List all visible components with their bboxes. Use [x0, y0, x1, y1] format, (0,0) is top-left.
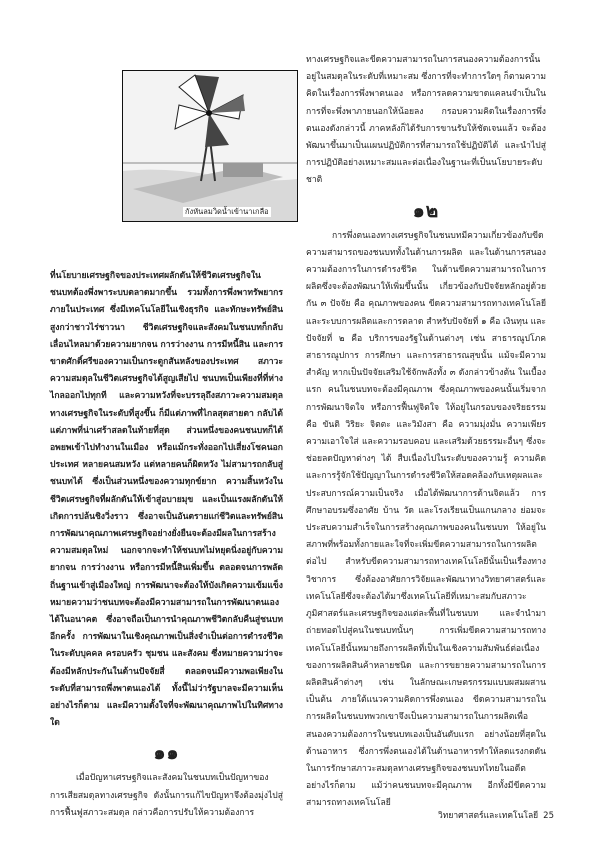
figure-caption: กังหันลมวิดน้ำเข้านาเกลือ	[185, 207, 269, 216]
page-number: 25	[543, 811, 554, 821]
windmill-photo-icon	[123, 71, 297, 221]
right-paragraph-1: ทางเศรษฐกิจและขีดความสามารถในการสนองความต้องการนั้นอยู่ในสมดุลในระดับที่เหมาะสม ซึ่งการที่จะทำการใดๆ ก็ตามความคิดในเรื่องการพึ่งพาตนเอง หรือการลดความขาดแคลนจำเป็นในการที่จะพึ่งพาภายนอกให้น้อยลง กรอบความคิดในเรื่องการพึ่งตนเองดังกล่าวนี้ ภาคหลังก็ได้รับการขานรับให้ชัดเจนแล้ว จะต้องพัฒนาขึ้นมาเป็นแผนปฏิบัติการที่สามารถใช้ปฏิบัติได้ และนำไปสู่การปฏิบัติอย่างเหมาะสมและต่อเนื่องในฐานะที่เป็นนโยบายระดับชาติ	[306, 55, 546, 186]
page-footer	[438, 808, 554, 822]
right-paragraph-2: การพึ่งตนเองทางเศรษฐกิจในชนบทมีความเกี่ยวข้องกับขีดความสามารถของชนบททั้งในด้านการผลิต และในด้านการสนองความต้องการในการดำรงชีวิต ในด้านขีดความสามารถในการผลิตซึ่งจะต้องพัฒนาให้เพิ่มขึ้นนั้น เกี่ยวข้องกับปัจจัยหลักอยู่ด้วยกัน ๓ ปัจจัย คือ คุณภาพของคน ขีดความสามารถทางเทคโนโลยี และระบบการผลิตและการตลาด สำหรับปัจจัยที่ ๑ คือ เงินทุน และปัจจัยที่ ๒ คือ บริการของรัฐในด้านต่างๆ เช่น สาธารณูปโภค สาธารณูปการ การศึกษา และการสาธารณสุขนั้น แม้จะมีความสำคัญ หากเป็นปัจจัยเสริมใช้จักพลังทั้ง ๓ ดังกล่าวข้างต้น ในเบื้องแรก คนในชนบทจะต้องมีคุณภาพ ซึ่งคุณภาพของคนนั้นเริ่มจากการพัฒนาจิตใจ หรือการฟื้นฟูจิตใจ ให้อยู่ในกรอบของจริยธรรม คือ ขันติ วิริยะ จิตตะ และวิมังสา คือ ความมุ่งมั่น ความเพียร ความเอาใจใส่ และความรอบคอบ และเสริมด้วยธรรมะอื่นๆ ซึ่งจะช่อยลดปัญหาต่างๆ ได้ สืบเนื่องไปในระดับของความรู้ ความคิดและการรู้จักใช้ปัญญาในการดำรงชีวิตให้สอดคล้องกับเหตุผลและประสบการณ์ความเป็นจริง เมื่อได้พัฒนาการด้านจิตแล้ว การศึกษาอบรมซึ่งอาศัย บ้าน วัด และโรงเรียนเป็นแกนกลาง ย่อมจะประสบความสำเร็จในการสร้างคุณภาพของคนในชนบท ให้อยู่ในสภาพที่พร้อมทั้งกายและใจที่จะเพิ่มขีดความสามารถในการผลิตต่อไป สำหรับขีดความสามารถทางเทคโนโลยีนั้นเป็นเรื่องทางวิชาการ ซึ่งต้องอาศัยการวิจัยและพัฒนาทางวิทยาศาสตร์และเทคโนโลยีซึ่งจะต้องได้มาซึ่งเทคโนโลยีที่เหมาะสมกับสภาวะภูมิศาสตร์และเศรษฐกิจของแต่ละพื้นที่ในชนบท และจำนำมาถ่ายทอดไปสู่คนในชนบทนั้นๆ การเพิ่มขีดความสามารถทางเทคโนโลยีนั้นหมายถึงการผลิตที่เป็นในเชิงความสัมพันธ์ต่อเนื่องของการผลิตสินค้าหลายชนิด และการขยายความสามารถในการผลิตสินค้าต่างๆ เช่น ในลักษณะเกษตรกรรมแบบผสมผสาน เป็นต้น ภายใต้แนวความคิดการพึ่งตนเอง ขีดความสามารถในการผลิตในชนบทพวกเขาจึงเป็นความสามารถในการผลิตเพื่อสนองความต้องการในชนบทเองเป็นอันดับแรก อย่างน้อยที่สุดในด้านอาหาร ซึ่งการพึ่งตนเองได้ในด้านอาหารทำให้ลดแรงกดดันในการรักษาสภาวะสมดุลทางเศรษฐกิจของชนบทไทยในอดีต อย่างไรก็ตาม แม้ว่าคนชนบทจะมีคุณภาพ อีกทั้งมีขีดความสามารถทางเทคโนโลยี	[306, 230, 546, 809]
right-column	[306, 52, 546, 813]
section-number-12: ๑๒	[412, 199, 440, 222]
windmill-figure	[122, 70, 298, 222]
left-column	[50, 268, 283, 822]
left-paragraph-2: เมื่อปัญหาเศรษฐกิจและสังคมในชนบทเป็นปัญหาของการเสียสมดุลทางเศรษฐกิจ ดังนั้นการแก้ไขปัญหาจึงต้องมุ่งไปสู่การฟื้นฟูสภาวะสมดุล กล่าวคือการปรับให้ความต้องการ	[50, 773, 283, 818]
left-paragraph-1: ที่นโยบายเศรษฐกิจของประเทศผลักดันให้ชีวิตเศรษฐกิจในชนบทต้องพึ่งพาระบบตลาดมากขึ้น รวมทั้งการพึ่งพาทรัพยากรภายในประเทศ ซึ่งมีเทคโนโลยีในเชิงธุรกิจ และทักษะทรัพย์สินสูงกว่าชาวไร่ชาวนา ชีวิตเศรษฐกิจและสังคมในชนบทก็กลับเลื่อนไหลมาด้วยความยากจน การว่างงาน การมีหนี้สิน และการขาดศักดิ์ศรีของความเป็นกระดูกสันหลังของประเทศ สภาวะความสมดุลในชีวิตเศรษฐกิจได้สูญเสียไป ชนบทเป็นเพียงที่ที่ห่างไกลออกไปทุกที และความหวังที่จะบรรลุถึงสภาวะความสมดุลทางเศรษฐกิจในระดับที่สูงขึ้น ก็มีแต่ภาพที่ไกลสุดสายตา กลับได้แต่ภาพที่น่าเศร้าสลดในท้ายที่สุด ส่วนหนึ่งของคนชนบทก็ได้อพยพเข้าไปทำงานในเมือง หรือแม้กระทั่งออกไปเสี่ยงโชคนอกประเทศ หลายคนสมหวัง แต่หลายคนก็ผิดหวัง ไม่สามารถกลับสู่ชนบทได้ ซึ่งเป็นส่วนหนึ่งของความทุกข์ยาก ความสิ้นหวังในชีวิตเศรษฐกิจที่ผลักดันให้เข้าสู่อบายมุข และเป็นแรงผลักดันให้เกิดการปล้นชิงวิ่งราว ซึ่งอาจเป็นอันตรายแก่ชีวิตและทรัพย์สิน การพัฒนาคุณภาพเศรษฐกิจอย่างยั่งยืนจะต้องมีผลในการสร้างความสมดุลใหม่ นอกจากจะทำให้ชนบทไม่หยุดนิ่งอยู่กับความยากจน การว่างงาน หรือการมีหนี้สินเพิ่มขึ้น ตลอดจนการพลัดถิ่นฐานเข้าสู่เมืองใหญ่ การพัฒนาจะต้องให้บังเกิดความเข้มแข็ง หมายความว่าชนบทจะต้องมีความสามารถในการพัฒนาตนเองได้ในอนาคต ซึ่งอาจถือเป็นการนำคุณภาพชีวิตกลับคืนสู่ชนบทอีกครั้ง การพัฒนาในเชิงคุณภาพเป็นสิ่งจำเป็นต่อการดำรงชีวิตในระดับบุคคล ครอบครัว ชุมชน และสังคม ซึ่งหมายความว่าจะต้องมีหลักประกันในด้านปัจจัยสี่ ตลอดจนมีความพอเพียงในระดับที่สามารถพึ่งพาตนเองได้ ทั้งนี้ไม่ว่ารัฐบาลจะมีความเห็นอย่างไรก็ตาม และมีความตั้งใจที่จะพัฒนาคุณภาพไปในทิศทางใด	[50, 271, 283, 729]
journal-name: วิทยาศาสตร์และเทคโนโลยี	[438, 811, 539, 821]
section-number-11: ๑๑	[153, 742, 180, 765]
